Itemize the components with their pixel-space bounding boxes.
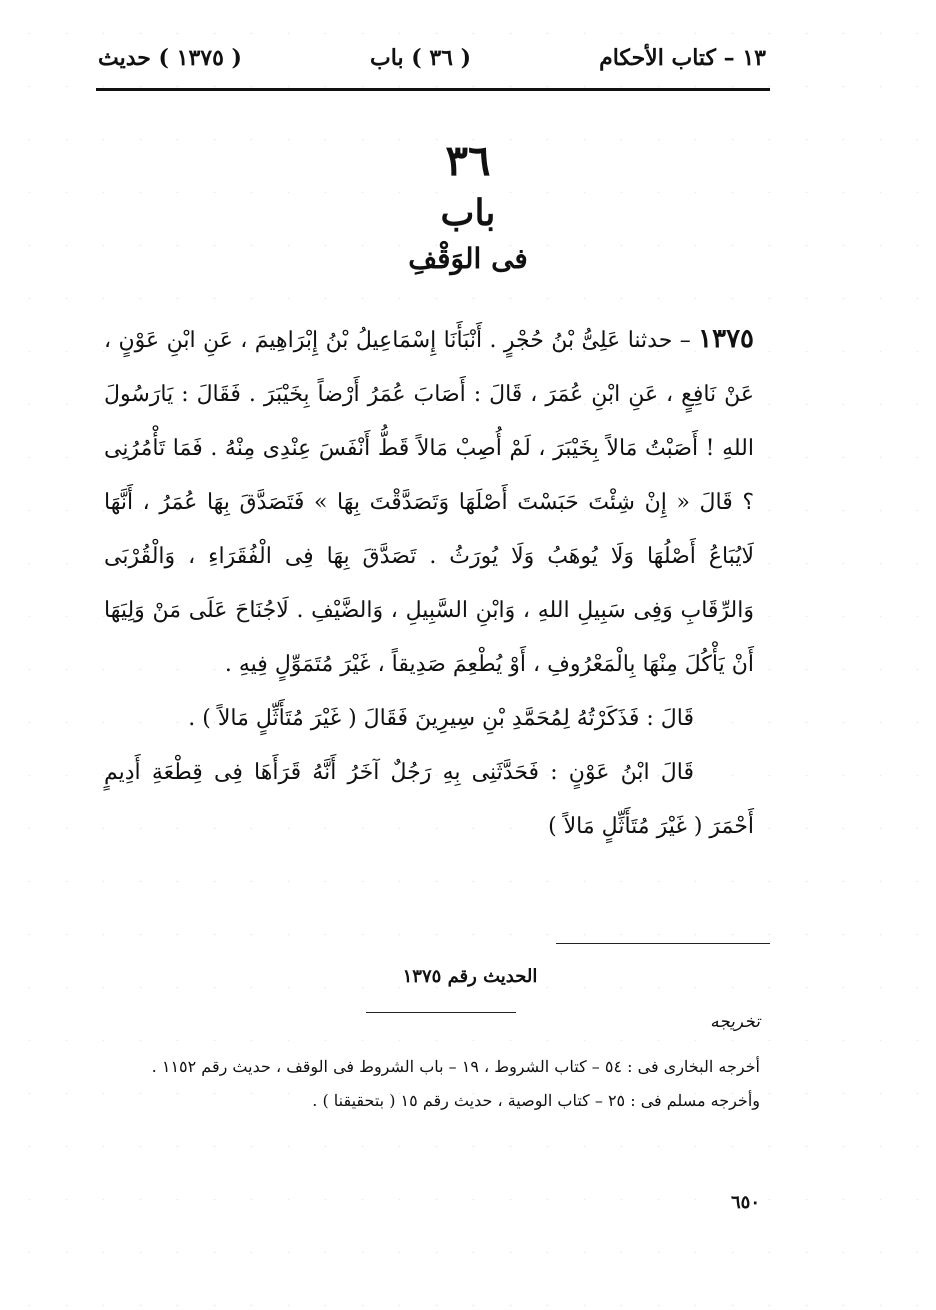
header-rule xyxy=(96,88,770,91)
footnote-muslim: وأخرجه مسلم فى : ٢٥ – كتاب الوصية ، حديث رقم ١٥ ( بتحقيقنا ) . xyxy=(312,1091,760,1110)
footnotes xyxy=(108,1050,760,1118)
header-hadith-number: ( ١٣٧٥ ) حديث xyxy=(98,45,242,71)
hadith-number: ١٣٧٥ xyxy=(698,324,754,354)
hadith-paragraph xyxy=(104,312,754,692)
hadith-note-ibn-sirin: قَالَ : فَذَكَرْتُهُ لِمُحَمَّدِ بْنِ سِيرِينَ فَقَالَ ( غَيْرَ مُتَأَثِّلٍ مَالاً ) . xyxy=(188,706,694,731)
chapter-subject: فى الوَقْفِ xyxy=(408,242,528,275)
hadith-body xyxy=(104,312,754,854)
chapter-label: باب xyxy=(440,192,496,234)
header-book-title: ١٣ – كتاب الأحكام xyxy=(599,45,766,71)
hadith-main-text: – حدثنا عَلِىُّ بْنُ حُجْرٍ . أَنْبَأَنَا إِسْمَاعِيلُ بْنُ إِبْرَاهِيمَ ، عَنِ ابْنِ عَوْنٍ ، عَنْ نَافِعٍ ، عَنِ ابْنِ عُمَرَ ، قَالَ : أَصَابَ عُمَرُ أَرْضاً بِخَيْبَرَ . فَقَالَ : يَارَسُولَ اللهِ ! أَصَبْتُ مَالاً بِخَيْبَرَ ، لَمْ أُصِبْ مَالاً قَطُّ أَنْفَسَ عِنْدِى مِنْهُ . فَمَا تَأْمُرُنِى ؟ قَالَ « إِنْ شِئْتَ حَبَسْتَ أَصْلَهَا وَتَصَدَّقْتَ بِهَا » فَتَصَدَّقَ بِهَا عُمَرُ ، أَنَّهَا لَايُبَاعُ أَصْلُهَا وَلَا يُوهَبُ وَلَا يُورَثُ . تَصَدَّقَ بِهَا فِى الْفُقَرَاءِ ، وَالْقُرْبَى وَالرِّقَابِ وَفِى سَبِيلِ اللهِ ، وَابْنِ السَّبِيلِ ، وَالضَّيْفِ . لَاجُنَاحَ عَلَى مَنْ وَلِيَهَا أَنْ يَأْكُلَ مِنْهَا بِالْمَعْرُوفِ ، أَوْ يُطْعِمَ صَدِيقاً ، غَيْرَ مُتَمَوِّلٍ فِيهِ . xyxy=(104,328,754,677)
running-header xyxy=(98,38,766,78)
header-chapter: ( ٣٦ ) باب xyxy=(370,45,472,71)
hadith-note-ibn-awn: قَالَ ابْنُ عَوْنٍ : فَحَدَّثَنِى بِهِ رَجُلٌ آخَرُ أَنَّهُ قَرَأَهَا فِى قِطْعَةِ أَدِيمٍ أَحْمَرَ ( غَيْرَ مُتَأَثِّلٍ مَالاً ) xyxy=(104,760,754,839)
takhrij-label: تخريجه xyxy=(710,1012,760,1032)
footnote-bukhari: أخرجه البخارى فى : ٥٤ – كتاب الشروط ، ١٩ – باب الشروط فى الوقف ، حديث رقم ١١٥٢ . xyxy=(151,1057,760,1076)
page-number: ٦٥٠ xyxy=(730,1192,760,1213)
footnote-title-underline xyxy=(366,1012,516,1013)
section-divider xyxy=(556,943,770,944)
chapter-number: ٣٦ xyxy=(445,136,491,185)
footnote-title: الحديث رقم ١٣٧٥ xyxy=(402,966,538,987)
